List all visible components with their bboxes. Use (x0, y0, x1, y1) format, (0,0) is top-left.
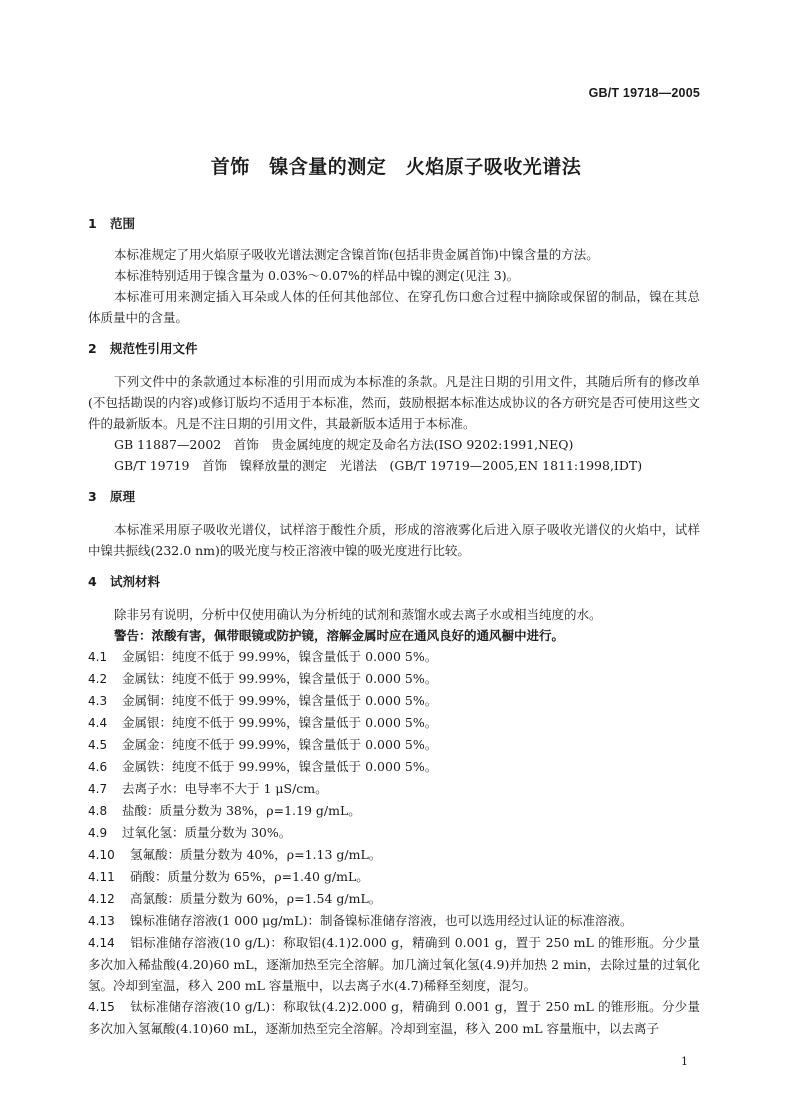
item-text: 硝酸：质量分数为 65%，ρ=1.40 g/mL。 (130, 869, 369, 884)
section-2-heading (88, 338, 700, 359)
reagent-item (88, 844, 700, 866)
item-number: 4.3 (88, 694, 108, 708)
scope-paragraph-2: 本标准特别适用于镍含量为 0.03%～0.07%的样品中镍的测定(见注 3)。 (114, 268, 520, 283)
section-3-heading (88, 486, 700, 507)
item-text: 金属银：纯度不低于 99.99%，镍含量低于 0.000 5%。 (122, 715, 438, 730)
item-text: 盐酸：质量分数为 38%，ρ=1.19 g/mL。 (122, 803, 361, 818)
item-number: 4.9 (88, 826, 108, 840)
item-text: 过氧化氢：质量分数为 30%。 (122, 825, 292, 840)
section-number: 3 (88, 489, 97, 504)
section-number: 4 (88, 574, 97, 589)
references-paragraph: 下列文件中的条款通过本标准的引用而成为本标准的条款。凡是注日期的引用文件，其随后所有的修改单(不包括勘误的内容)或修订版均不适用于本标准，然而，鼓励根据本标准达成协议的各方研究是否可使用这些文件的最新版本。凡是不注日期的引用文件，其最新版本适用于本标准。 (88, 374, 700, 431)
reagent-item (88, 712, 700, 734)
item-text: 铝标准储存溶液(10 g/L)：称取铝(4.1)2.000 g，精确到 0.001 g，置于 250 mL 的锥形瓶。分少量多次加入稀盐酸(4.20)60 mL，逐渐加热至完全溶解。加几滴过氧化氢(4.9)并加热 2 min，去除过量的过氧化氢。冷却到室温，移入 200 mL 容量瓶中，以去离子水(4.7)稀释至刻度，混匀。 (88, 935, 700, 993)
reagents-intro: 除非另有说明，分析中仅使用确认为分析纯的试剂和蒸馏水或去离子水或相当纯度的水。 (114, 607, 602, 622)
item-number: 4.7 (88, 782, 108, 796)
item-text: 金属钛：纯度不低于 99.99%，镍含量低于 0.000 5%。 (122, 671, 438, 686)
item-text: 高氯酸：质量分数为 60%，ρ=1.54 g/mL。 (130, 891, 382, 906)
section-number: 1 (88, 216, 97, 231)
item-number: 4.1 (88, 650, 108, 664)
reagent-item (88, 690, 700, 712)
reagent-item (88, 910, 700, 932)
section-1-heading (88, 213, 700, 234)
scope-paragraph-1: 本标准规定了用火焰原子吸收光谱法测定含镍首饰(包括非贵金属首饰)中镍含量的方法。 (114, 247, 599, 262)
reagent-item (88, 822, 700, 844)
document-body (88, 213, 700, 1039)
standard-number: GB/T 19718—2005 (588, 86, 700, 100)
section-title: 规范性引用文件 (110, 341, 198, 356)
scope-paragraph-3: 本标准可用来测定插入耳朵或人体的任何其他部位、在穿孔伤口愈合过程中摘除或保留的制品，镍在其总体质量中的含量。 (88, 289, 700, 325)
reagent-item (88, 778, 700, 800)
item-text: 金属铜：纯度不低于 99.99%，镍含量低于 0.000 5%。 (122, 693, 438, 708)
section-title: 原理 (110, 489, 136, 504)
section-number: 2 (88, 341, 97, 356)
item-number: 4.13 (88, 914, 115, 928)
reagent-item (88, 756, 700, 778)
reference-item: GB/T 19719 首饰 镍释放量的测定 光谱法 (GB/T 19719—2005,EN 1811:1998,IDT) (114, 458, 643, 473)
reagent-item (88, 996, 700, 1039)
reference-item: GB 11887—2002 首饰 贵金属纯度的规定及命名方法(ISO 9202:1991,NEQ) (114, 437, 574, 452)
item-number: 4.14 (88, 936, 115, 950)
reagent-item (88, 800, 700, 822)
item-text: 金属金：纯度不低于 99.99%，镍含量低于 0.000 5%。 (122, 737, 438, 752)
item-number: 4.10 (88, 848, 115, 862)
item-text: 镍标准储存溶液(1 000 μg/mL)：制备镍标准储存溶液，也可以选用经过认证的标准溶液。 (130, 913, 633, 928)
reagent-item (88, 646, 700, 668)
item-number: 4.15 (88, 1000, 115, 1014)
item-text: 钛标准储存溶液(10 g/L)：称取钛(4.2)2.000 g，精确到 0.001 g，置于 250 mL 的锥形瓶。分少量多次加入氢氟酸(4.10)60 mL，逐渐加热至完全溶解。冷却到室温，移入 200 mL 容量瓶中，以去离子 (88, 999, 700, 1036)
reagent-item (88, 668, 700, 690)
item-number: 4.12 (88, 892, 115, 906)
document-title: 首饰 镍含量的测定 火焰原子吸收光谱法 (210, 156, 582, 178)
item-number: 4.2 (88, 672, 108, 686)
item-number: 4.5 (88, 738, 108, 752)
principle-paragraph: 本标准采用原子吸收光谱仪，试样溶于酸性介质，形成的溶液雾化后进入原子吸收光谱仪的火焰中，试样中镍共振线(232.0 nm)的吸光度与校正溶液中镍的吸光度进行比较。 (88, 522, 700, 558)
section-title: 试剂材料 (110, 574, 161, 589)
reagent-item (88, 888, 700, 910)
item-number: 4.11 (88, 870, 115, 884)
item-number: 4.6 (88, 760, 108, 774)
reagent-item (88, 932, 700, 996)
section-title: 范围 (110, 216, 136, 231)
reagent-list (88, 646, 700, 1039)
section-4-heading (88, 571, 700, 592)
item-number: 4.8 (88, 804, 108, 818)
item-text: 金属铝：纯度不低于 99.99%，镍含量低于 0.000 5%。 (122, 649, 438, 664)
reagent-item (88, 866, 700, 888)
reagent-item (88, 734, 700, 756)
page-number: 1 (681, 1055, 688, 1068)
item-text: 去离子水：电导率不大于 1 μS/cm。 (122, 781, 328, 796)
item-number: 4.4 (88, 716, 108, 730)
item-text: 金属铁：纯度不低于 99.99%，镍含量低于 0.000 5%。 (122, 759, 438, 774)
item-text: 氢氟酸：质量分数为 40%，ρ=1.13 g/mL。 (130, 847, 382, 862)
safety-warning: 警告：浓酸有害，佩带眼镜或防护镜，溶解金属时应在通风良好的通风橱中进行。 (114, 628, 565, 643)
